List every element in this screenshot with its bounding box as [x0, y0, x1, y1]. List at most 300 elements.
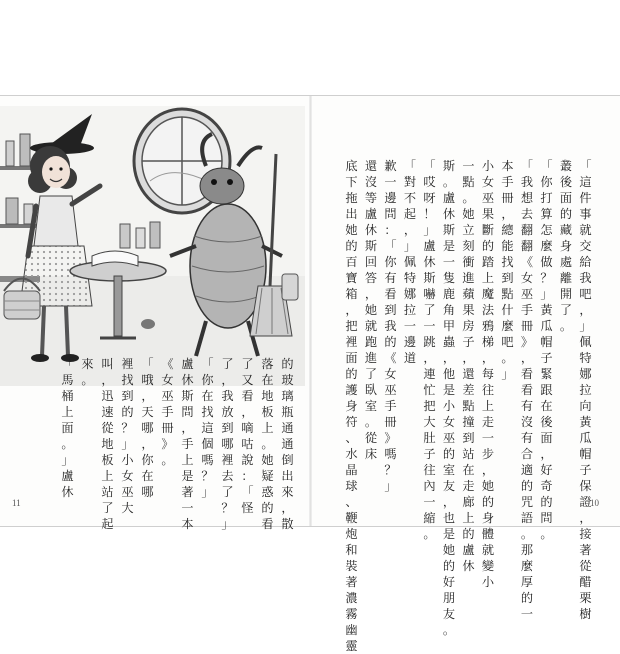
text-glyph: 樹	[579, 607, 592, 621]
text-glyph: 往	[481, 383, 495, 397]
text-glyph: 身	[559, 239, 573, 253]
text-glyph: 算	[540, 207, 553, 221]
text-glyph: 從	[364, 431, 378, 445]
text-glyph: ，	[442, 351, 456, 365]
text-glyph: 拉	[403, 303, 417, 317]
text-glyph: 回	[364, 255, 378, 269]
text-glyph: 冊	[384, 415, 397, 429]
text-glyph: 還	[364, 159, 378, 173]
text-glyph: 佩	[403, 255, 417, 269]
text-glyph: 「	[403, 159, 417, 173]
text-glyph: 「	[61, 357, 74, 371]
text-glyph: 嘀	[241, 421, 254, 435]
text-glyph: 璃	[281, 389, 294, 403]
text-glyph: 盧	[61, 469, 74, 483]
text-glyph: 後	[559, 175, 573, 189]
text-glyph: 房	[462, 319, 475, 333]
text-glyph: 小	[442, 399, 456, 413]
text-glyph: 著	[345, 575, 358, 589]
text-glyph: 斯	[181, 389, 194, 403]
text-glyph: 桶	[61, 389, 74, 403]
text-glyph: 》	[384, 431, 397, 445]
text-glyph: 一	[462, 159, 475, 173]
text-glyph: 一	[384, 175, 397, 189]
text-glyph: 巫	[121, 485, 134, 499]
text-glyph: 室	[442, 463, 456, 477]
text-glyph: 的	[281, 357, 294, 371]
text-glyph: 裝	[345, 559, 358, 573]
text-glyph: 縮	[423, 511, 436, 525]
text-glyph: 哦	[141, 373, 154, 387]
text-glyph: 差	[462, 383, 475, 397]
text-glyph: 冊	[161, 421, 174, 435]
text-glyph: 斯	[364, 239, 378, 253]
text-glyph: 連	[423, 367, 436, 381]
text-glyph: 進	[462, 271, 475, 285]
text-glyph: 一	[423, 495, 436, 509]
text-glyph: 面	[345, 351, 358, 365]
text-glyph: 說	[241, 453, 254, 467]
text-glyph: 找	[501, 255, 514, 269]
text-glyph: 不	[403, 191, 417, 205]
right_page-column	[500, 158, 515, 382]
text-glyph: 忙	[423, 383, 436, 397]
text-glyph: 是	[442, 383, 456, 397]
text-glyph: ，	[520, 351, 534, 365]
text-glyph: ，	[403, 223, 417, 237]
text-glyph: 一	[520, 607, 534, 621]
text-glyph: 果	[481, 207, 495, 221]
text-glyph: 冊	[520, 319, 534, 333]
text-glyph: 水	[345, 447, 358, 461]
left_page-column	[160, 356, 175, 468]
text-glyph: 巫	[481, 191, 495, 205]
text-glyph: 黃	[540, 303, 553, 317]
text-glyph: 找	[121, 373, 134, 387]
left_page-column	[100, 356, 115, 532]
text-glyph: 玻	[281, 373, 294, 387]
text-glyph: 惑	[261, 485, 274, 499]
text-glyph: 還	[462, 367, 475, 381]
text-glyph: 到	[221, 421, 234, 435]
page-number-left: 11	[12, 498, 21, 508]
text-glyph: 板	[261, 405, 274, 419]
text-glyph: 看	[520, 367, 534, 381]
text-glyph: 了	[559, 303, 573, 317]
text-glyph: 盧	[442, 191, 456, 205]
text-glyph: 打	[540, 191, 553, 205]
text-glyph: 護	[345, 383, 358, 397]
text-glyph: 刻	[462, 239, 475, 253]
text-glyph: 迅	[101, 389, 114, 403]
illustration-witch-and-beetle	[0, 106, 305, 386]
text-glyph: 上	[101, 469, 114, 483]
text-glyph: 瓜	[540, 319, 553, 333]
text-glyph: 到	[462, 431, 475, 445]
text-glyph: 」	[221, 517, 234, 531]
text-glyph: 嗎	[384, 447, 397, 461]
text-glyph: 手	[181, 437, 194, 451]
text-glyph: 」	[384, 479, 397, 493]
text-glyph: 肚	[423, 431, 436, 445]
text-glyph: 在	[261, 373, 274, 387]
text-glyph: 她	[345, 223, 358, 237]
text-glyph: 吧	[501, 335, 514, 349]
text-glyph: 把	[423, 399, 436, 413]
text-glyph: 帽	[540, 335, 553, 349]
right_page-column	[461, 158, 476, 574]
text-glyph: ，	[540, 447, 553, 461]
text-glyph: 晶	[345, 463, 358, 477]
text-glyph: 翻	[520, 223, 534, 237]
text-glyph: 寶	[345, 271, 358, 285]
text-glyph: 每	[481, 367, 495, 381]
text-glyph: 、	[345, 495, 358, 509]
left_page-column	[280, 356, 295, 532]
text-glyph: 點	[462, 399, 475, 413]
text-glyph: 子	[462, 335, 475, 349]
text-glyph: 嗎	[201, 453, 214, 467]
right_page-column	[578, 158, 593, 622]
text-glyph: 內	[423, 479, 436, 493]
text-glyph: 就	[481, 543, 495, 557]
text-glyph: 好	[540, 463, 553, 477]
text-glyph: 下	[345, 175, 358, 189]
text-glyph: 法	[481, 303, 495, 317]
text-glyph: 通	[281, 437, 294, 451]
text-glyph: 「	[241, 485, 254, 499]
text-glyph: 。	[61, 437, 74, 451]
left_page-column	[80, 356, 95, 388]
text-glyph: 手	[501, 175, 514, 189]
text-glyph: 能	[501, 239, 514, 253]
text-glyph: 奇	[540, 479, 553, 493]
text-glyph: ：	[241, 469, 254, 483]
text-glyph: 炮	[345, 527, 358, 541]
text-glyph: 接	[579, 527, 592, 541]
text-glyph: 底	[345, 159, 358, 173]
text-glyph: 有	[384, 271, 397, 285]
text-glyph: 隻	[442, 271, 456, 285]
text-glyph: 在	[141, 469, 154, 483]
text-glyph: 從	[101, 421, 114, 435]
text-glyph: 裡	[221, 453, 234, 467]
text-glyph: ，	[181, 421, 194, 435]
text-glyph: 把	[345, 319, 358, 333]
text-glyph: 特	[579, 351, 592, 365]
text-glyph: 你	[540, 175, 553, 189]
text-glyph: 斯	[423, 271, 436, 285]
text-glyph: 她	[462, 207, 475, 221]
text-glyph: 點	[501, 287, 514, 301]
text-glyph: 的	[520, 591, 534, 605]
right_page-column	[364, 158, 379, 462]
text-glyph: 休	[442, 207, 456, 221]
text-glyph: 立	[462, 223, 475, 237]
right_page-column	[344, 158, 359, 654]
text-glyph: ，	[579, 303, 592, 317]
text-glyph: 去	[221, 469, 234, 483]
text-glyph: ？	[121, 421, 134, 435]
text-glyph: 手	[384, 399, 397, 413]
text-glyph: ？	[540, 271, 553, 285]
text-glyph: 佩	[579, 335, 592, 349]
left_page-column	[240, 356, 255, 516]
text-glyph: ，	[501, 207, 514, 221]
text-glyph: 手	[520, 303, 534, 317]
text-glyph: 女	[121, 469, 134, 483]
text-glyph: 女	[481, 175, 495, 189]
text-glyph: 休	[462, 559, 475, 573]
text-glyph: 」	[501, 367, 514, 381]
text-glyph: 友	[442, 479, 456, 493]
text-glyph: 的	[345, 239, 358, 253]
text-glyph: 點	[462, 175, 475, 189]
text-glyph: 、	[345, 431, 358, 445]
text-glyph: 「	[201, 357, 214, 371]
text-glyph: 裡	[345, 335, 358, 349]
text-glyph: 問	[540, 511, 553, 525]
text-glyph: 。	[423, 527, 436, 541]
text-glyph: 她	[442, 543, 456, 557]
text-glyph: 的	[540, 495, 553, 509]
text-glyph: 沒	[520, 415, 534, 429]
text-glyph: 向	[579, 399, 592, 413]
text-glyph: 休	[423, 255, 436, 269]
text-glyph: ？	[221, 501, 234, 515]
right_page-column	[559, 158, 574, 334]
text-glyph: ：	[384, 223, 397, 237]
text-glyph: 斯	[442, 159, 456, 173]
text-glyph: 進	[364, 351, 378, 365]
right_page-column	[481, 158, 496, 590]
text-glyph: 球	[345, 479, 358, 493]
text-glyph: 她	[364, 303, 378, 317]
text-glyph: 巫	[384, 383, 397, 397]
text-glyph: 身	[345, 399, 358, 413]
text-glyph: 厚	[520, 575, 534, 589]
text-glyph: 。	[364, 415, 378, 429]
text-glyph: 娜	[579, 367, 592, 381]
text-glyph: 倒	[281, 453, 294, 467]
right_page-column	[442, 158, 457, 638]
text-glyph: 這	[579, 175, 592, 189]
text-glyph: 的	[261, 501, 274, 515]
left_page-column	[60, 356, 75, 500]
right_page-column	[383, 158, 398, 494]
text-glyph: 來	[281, 485, 294, 499]
left_page-column	[140, 356, 155, 500]
text-glyph: 梯	[481, 335, 495, 349]
left_page-column	[200, 356, 215, 500]
text-glyph: 事	[579, 207, 592, 221]
text-glyph: 」	[540, 287, 553, 301]
text-glyph: 件	[579, 191, 592, 205]
text-glyph: 巫	[161, 389, 174, 403]
text-glyph: 拖	[345, 191, 358, 205]
text-glyph: 跑	[364, 335, 378, 349]
text-glyph: 緊	[540, 367, 553, 381]
text-glyph: 特	[403, 271, 417, 285]
text-glyph: 證	[579, 495, 592, 509]
text-glyph: 角	[442, 303, 456, 317]
text-glyph: 床	[364, 447, 378, 461]
text-glyph: 。	[442, 175, 456, 189]
text-glyph: ，	[579, 511, 592, 525]
text-glyph: 了	[221, 357, 234, 371]
text-glyph: 就	[579, 223, 592, 237]
left_page-column	[120, 356, 135, 516]
text-glyph: ，	[462, 351, 475, 365]
text-glyph: 甲	[442, 319, 456, 333]
text-glyph: 手	[161, 405, 174, 419]
text-glyph: 蟲	[442, 335, 456, 349]
text-glyph: ，	[141, 437, 154, 451]
text-glyph: 面	[559, 191, 573, 205]
text-glyph: 我	[221, 389, 234, 403]
text-glyph: 巫	[442, 431, 456, 445]
text-glyph: 合	[520, 447, 534, 461]
text-glyph: 幽	[345, 623, 358, 637]
text-glyph: ，	[141, 389, 154, 403]
text-glyph: ，	[481, 351, 495, 365]
text-glyph: 一	[423, 319, 436, 333]
page-number-right: 10	[590, 498, 599, 508]
text-glyph: 。	[442, 623, 456, 637]
text-glyph: 往	[423, 463, 436, 477]
text-glyph: 」	[61, 453, 74, 467]
text-glyph: 。	[520, 527, 534, 541]
text-glyph: 來	[81, 357, 94, 371]
text-glyph: 上	[462, 511, 475, 525]
text-glyph: 霧	[345, 607, 358, 621]
text-glyph: 廊	[462, 495, 475, 509]
text-glyph: 朋	[442, 591, 456, 605]
text-glyph: 總	[501, 223, 514, 237]
text-glyph: 鞭	[345, 511, 358, 525]
text-glyph: 「	[423, 159, 436, 173]
text-glyph: 小	[481, 575, 495, 589]
text-glyph: 斯	[442, 223, 456, 237]
text-glyph: 適	[520, 463, 534, 477]
text-glyph: 箱	[345, 287, 358, 301]
text-glyph: 地	[101, 437, 114, 451]
text-glyph: ，	[423, 351, 436, 365]
text-glyph: 她	[481, 479, 495, 493]
text-glyph: 休	[364, 223, 378, 237]
text-glyph: 看	[241, 389, 254, 403]
text-glyph: 麼	[520, 559, 534, 573]
text-glyph: 到	[501, 271, 514, 285]
text-glyph: 有	[520, 431, 534, 445]
text-glyph: 速	[101, 405, 114, 419]
text-glyph: 蘋	[462, 287, 475, 301]
text-glyph: 休	[181, 373, 194, 387]
text-glyph: 。	[81, 373, 94, 387]
text-glyph: 女	[384, 367, 397, 381]
text-glyph: 盧	[364, 207, 378, 221]
text-glyph: 的	[442, 559, 456, 573]
text-glyph: ，	[281, 501, 294, 515]
text-glyph: 了	[101, 501, 114, 515]
text-glyph: 是	[442, 527, 456, 541]
text-glyph: 小	[121, 453, 134, 467]
text-glyph: 撞	[462, 415, 475, 429]
text-glyph: 怪	[241, 501, 254, 515]
text-glyph: 在	[201, 389, 214, 403]
text-glyph: 冊	[501, 191, 514, 205]
text-glyph: 面	[61, 421, 74, 435]
text-glyph: 她	[261, 453, 274, 467]
text-glyph: 」	[121, 437, 134, 451]
text-glyph: 一	[442, 255, 456, 269]
text-glyph: 後	[540, 415, 553, 429]
text-glyph: 室	[364, 399, 378, 413]
text-glyph: 子	[423, 447, 436, 461]
text-glyph: 站	[101, 485, 114, 499]
text-glyph: 」	[423, 223, 436, 237]
text-glyph: 的	[481, 495, 495, 509]
text-glyph: 濃	[345, 591, 358, 605]
text-glyph: 麼	[540, 239, 553, 253]
text-glyph: ，	[241, 405, 254, 419]
text-glyph: 麼	[501, 319, 514, 333]
text-glyph: 出	[281, 469, 294, 483]
text-glyph: 落	[261, 357, 274, 371]
text-glyph: 著	[579, 543, 592, 557]
text-glyph: 。	[559, 319, 573, 333]
text-glyph: 友	[442, 607, 456, 621]
text-glyph: 的	[462, 527, 475, 541]
text-glyph: 疑	[261, 469, 274, 483]
text-glyph: 就	[364, 319, 378, 333]
text-glyph: 身	[481, 511, 495, 525]
text-glyph: 給	[579, 255, 592, 269]
text-glyph: 我	[520, 175, 534, 189]
text-glyph: ，	[345, 303, 358, 317]
text-glyph: 是	[181, 469, 194, 483]
text-glyph: 呀	[423, 191, 436, 205]
text-glyph: 嚇	[423, 287, 436, 301]
text-glyph: 」	[403, 239, 417, 253]
text-glyph: 本	[181, 517, 194, 531]
text-glyph: 叫	[101, 357, 114, 371]
text-glyph: 一	[403, 319, 417, 333]
text-glyph: 看	[520, 383, 534, 397]
text-glyph: 和	[345, 543, 358, 557]
text-glyph: 娜	[403, 287, 417, 301]
text-glyph: 》	[520, 335, 534, 349]
text-glyph: 上	[181, 453, 194, 467]
text-glyph: 的	[481, 239, 495, 253]
text-glyph: 哎	[423, 175, 436, 189]
text-glyph: 通	[281, 421, 294, 435]
text-glyph: 「	[141, 357, 154, 371]
text-glyph: 邊	[403, 335, 417, 349]
text-glyph: 怎	[540, 223, 553, 237]
text-glyph: 翻	[520, 239, 534, 253]
text-glyph: 哪	[221, 437, 234, 451]
text-glyph: 休	[61, 485, 74, 499]
text-glyph: 步	[481, 447, 495, 461]
text-glyph: 盧	[462, 543, 475, 557]
illustration-drawing	[0, 106, 305, 386]
text-glyph: 」	[201, 485, 214, 499]
text-glyph: 語	[520, 511, 534, 525]
text-glyph: 的	[345, 367, 358, 381]
text-glyph: 「	[520, 159, 534, 173]
text-glyph: 衝	[462, 255, 475, 269]
